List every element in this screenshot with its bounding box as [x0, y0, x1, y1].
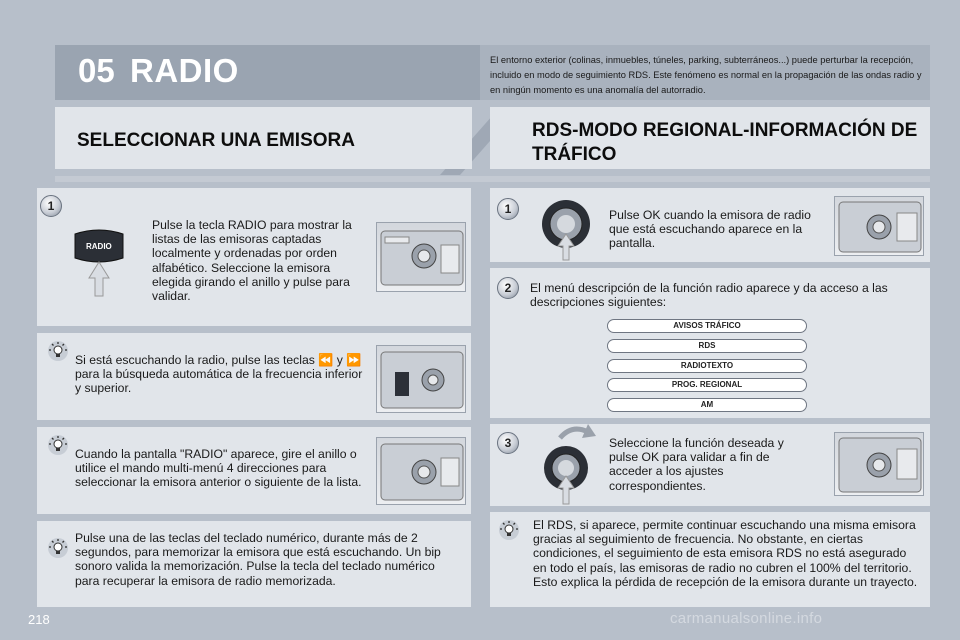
radio-unit-icon	[377, 223, 466, 292]
lightbulb-icon	[47, 434, 69, 456]
ok-knob-icon	[540, 198, 592, 262]
left-tip1-panel	[37, 333, 471, 420]
radio-key-icon	[73, 228, 125, 298]
lightbulb-icon	[47, 537, 69, 559]
left-section-title: SELECCIONAR UNA EMISORA	[77, 130, 355, 151]
radio-key-label: RADIO	[86, 242, 112, 251]
menu-item-radiotexto[interactable]: RADIOTEXTO	[607, 359, 807, 373]
radio-unit-image	[376, 437, 466, 505]
left-tip2-panel	[37, 427, 471, 514]
radio-unit-image	[376, 345, 466, 413]
menu-item-prog-regional[interactable]: PROG. REGIONAL	[607, 378, 807, 392]
step-badge: 1	[497, 198, 519, 220]
right-step1-panel	[490, 188, 930, 262]
menu-item-am[interactable]: AM	[607, 398, 807, 412]
radio-unit-image	[376, 222, 466, 292]
step-badge: 2	[497, 277, 519, 299]
rotate-knob-icon	[538, 424, 598, 506]
left-tip3-panel	[37, 521, 471, 607]
left-step1-text: Pulse la tecla RADIO para mostrar la listas de las emisoras captadas localmente y ordenadas por orden alfabético. Seleccione la emisora elegida girando el anillo y pulse para validar.	[152, 218, 352, 304]
lightbulb-icon	[498, 519, 520, 541]
right-step3-panel	[490, 424, 930, 506]
lightbulb-icon	[47, 340, 69, 362]
left-step1-panel	[37, 188, 471, 326]
watermark: carmanualsonline.info	[670, 610, 823, 627]
step-badge: 1	[40, 195, 62, 217]
right-step1-text: Pulse OK cuando la emisora de radio que está escuchando aparece en la pantalla.	[609, 208, 811, 251]
page-number: 218	[28, 612, 50, 627]
menu-item-rds[interactable]: RDS	[607, 339, 807, 353]
menu-item-avisos-trafico[interactable]: AVISOS TRÁFICO	[607, 319, 807, 333]
right-tip-text: El RDS, si aparece, permite continuar escuchando una misma emisora gracias al seguimiento de frecuencia. No obstante, en ciertas condiciones, el seguimiento de esta emisora RDS no está asegurado en todo el país, las emisoras de radio no cubren el 100% del territorio. Esto explica la pérdida de recepción de la emisora durante un trayecto.	[533, 518, 918, 589]
radio-unit-image	[834, 432, 924, 496]
right-step2-text: El menú descripción de la función radio aparece y da acceso a las descripciones siguientes:	[530, 281, 888, 310]
radio-unit-image	[834, 196, 924, 256]
right-step3-text: Seleccione la función deseada y pulse OK para validar a fin de acceder a los ajustes correspondientes.	[609, 436, 784, 493]
radio-key	[73, 228, 125, 266]
chapter-title: RADIO	[130, 52, 239, 89]
left-title-band	[55, 107, 472, 169]
right-section-title: RDS-MODO REGIONAL-INFORMACIÓN DE TRÁFICO	[532, 120, 918, 165]
left-tip3-text: Pulse una de las teclas del teclado numérico, durante más de 2 segundos, para memorizar la emisora que está escuchando. Un bip sonoro valida la memorización. Pulse la tecla del teclado numérico para recuperar la emisora de radio memorizada.	[75, 531, 441, 588]
chapter-number: 05	[78, 52, 115, 89]
left-tip2-text: Cuando la pantalla "RADIO" aparece, gire el anillo o utilice el mando multi-menú 4 direcciones para seleccionar la emisora anterior o siguiente de la lista.	[75, 447, 362, 490]
radio-unit-icon	[377, 438, 466, 505]
radio-unit-icon	[377, 346, 466, 413]
right-title-band	[490, 107, 930, 169]
intro-text: El entorno exterior (colinas, inmuebles, túneles, parking, subterráneos...) puede perturbar la recepción, incluido en modo de seguimiento RDS. Este fenómeno es normal en la propagación de las ondas radio y en ningún momento es una anomalía del autorradio.	[490, 55, 922, 95]
radio-unit-icon	[835, 197, 924, 256]
step-badge: 3	[497, 432, 519, 454]
right-tip-panel	[490, 512, 930, 607]
radio-unit-icon	[835, 433, 924, 496]
left-tip1-text: Si está escuchando la radio, pulse las teclas ⏪ y ⏩ para la búsqueda automática de la frecuencia inferior y superior.	[75, 353, 363, 396]
